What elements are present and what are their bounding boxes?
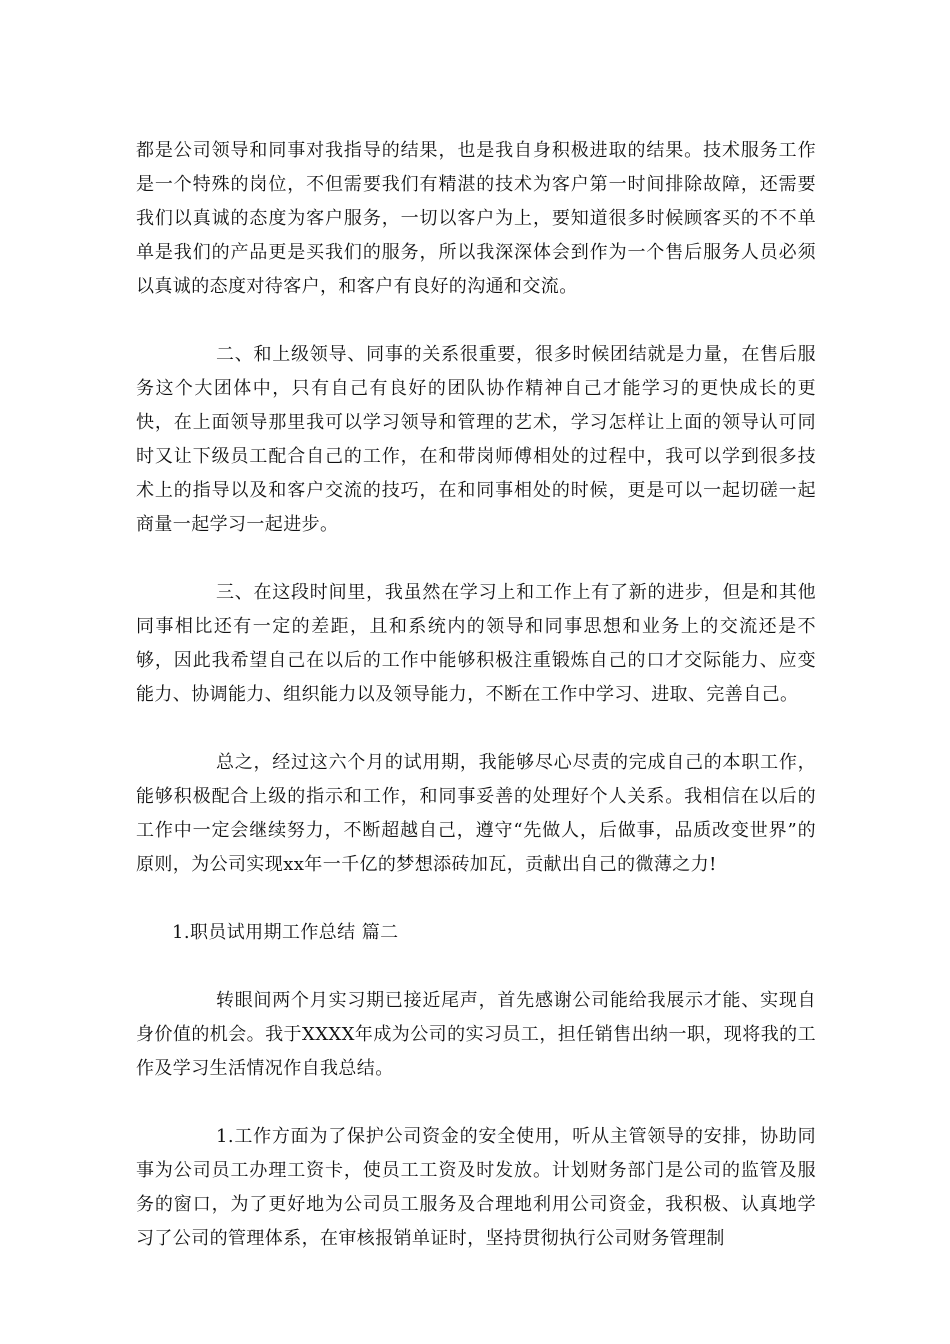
paragraph-1: 都是公司领导和同事对我指导的结果，也是我自身积极进取的结果。技术服务工作是一个特殊的岗位，不但需要我们有精湛的技术为客户第一时间排除故障，还需要我们以真诚的态度为客户服务，一切以客户为上，要知道很多时候顾客买的不不单单是我们的产品更是买我们的服务，所以我深深体会到作为一个售后服务人员必须以真诚的态度对待客户，和客户有良好的沟通和交流。 [136, 140, 816, 297]
document-page [136, 134, 816, 1256]
paragraph-5: 转眼间两个月实习期已接近尾声，首先感谢公司能给我展示才能、实现自身价值的机会。我于XXXX年成为公司的实习员工，担任销售出纳一职，现将我的工作及学习生活情况作自我总结。 [136, 990, 816, 1079]
paragraph-2: 二、和上级领导、同事的关系很重要，很多时候团结就是力量，在售后服务这个大团体中，只有自己有良好的团队协作精神自己才能学习的更快成长的更快，在上面领导那里我可以学习领导和管理的艺术，学习怎样让上面的领导认可同时又让下级员工配合自己的工作，在和带岗师傅相处的过程中，我可以学到很多技术上的指导以及和客户交流的技巧，在和同事相处的时候，更是可以一起切磋一起商量一起学习一起进步。 [136, 344, 816, 535]
paragraph-3: 三、在这段时间里，我虽然在学习上和工作上有了新的进步，但是和其他同事相比还有一定的差距，且和系统内的领导和同事思想和业务上的交流还是不够，因此我希望自己在以后的工作中能够积极注重锻炼自己的口才交际能力、应变能力、协调能力、组织能力以及领导能力，不断在工作中学习、进取、完善自己。 [136, 582, 816, 705]
paragraph-4: 总之，经过这六个月的试用期，我能够尽心尽责的完成自己的本职工作，能够积极配合上级的指示和工作，和同事妥善的处理好个人关系。我相信在以后的工作中一定会继续努力，不断超越自己，遵守“先做人，后做事，品质改变世界”的原则，为公司实现xx年一千亿的梦想添砖加瓦，贡献出自己的微薄之力! [136, 752, 816, 875]
section-heading: 1.职员试用期工作总结 篇二 [172, 922, 399, 943]
paragraph-6: 1.工作方面为了保护公司资金的安全使用，听从主管领导的安排，协助同事为公司员工办理工资卡，使员工工资及时发放。计划财务部门是公司的监管及服务的窗口，为了更好地为公司员工服务及合理地利用公司资金，我积极、认真地学习了公司的管理体系，在审核报销单证时，坚持贯彻执行公司财务管理制 [136, 1126, 816, 1249]
